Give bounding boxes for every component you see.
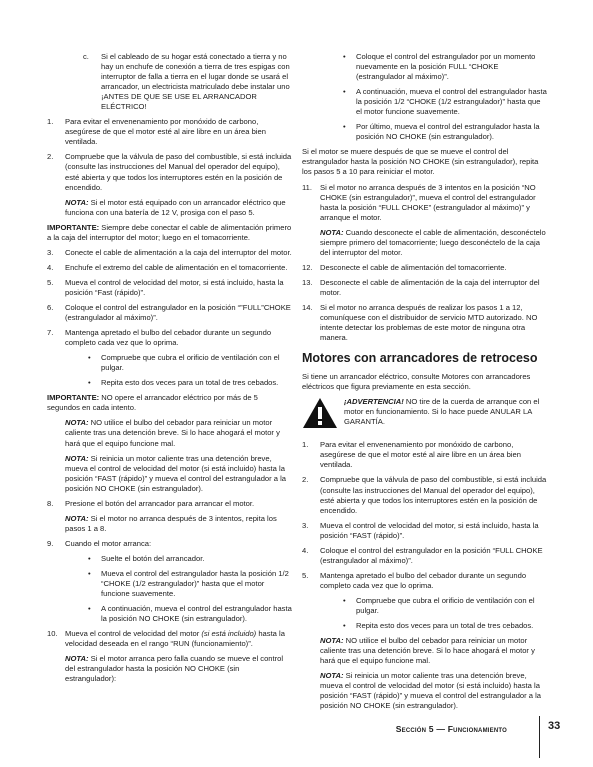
item-text: Cuando el motor arranca: <box>65 538 152 548</box>
bullet-text: Coloque el control del estrangulador por un momento nuevamente en la posición FULL “CHOKE (estrangulador al máximo)”. <box>356 52 536 82</box>
important-text: Siempre debe conectar el cable de alimentación primero a la caja del interruptor del motor; luego en el tomacorriente. <box>47 222 292 242</box>
list-item-9 <box>47 539 292 549</box>
note-label: NOTA: <box>65 197 89 207</box>
bullet-item <box>343 87 547 117</box>
bullet-item <box>88 604 292 624</box>
bullet-item <box>88 353 292 373</box>
bullet-icon: • <box>88 378 91 388</box>
note-label: NOTA: <box>320 671 344 681</box>
note-label: NOTA: <box>320 227 344 237</box>
item-text-italic: (si está incluido) <box>201 629 257 639</box>
note <box>65 654 292 684</box>
list-item-4 <box>47 263 292 273</box>
item-number: 2. <box>47 152 54 162</box>
list-item-r5 <box>302 571 547 591</box>
item-number: 14. <box>302 302 313 312</box>
list-item-10 <box>47 629 292 649</box>
item-number: c. <box>83 52 89 61</box>
item-text: Mueva el control de velocidad del motor, si está incluido, hasta la posición “Fast (rápido)”. <box>65 277 284 297</box>
bullet-text: A continuación, mueva el control del estrangulador hasta la posición NO CHOKE (sin estrangulador). <box>101 604 292 624</box>
bullet-item <box>88 568 292 599</box>
note-text: Si el motor no arranca después de 3 intentos, repita los pasos 1 a 8. <box>65 513 277 533</box>
footer-divider <box>539 716 540 758</box>
list-item-11 <box>302 183 547 223</box>
warning-text: NO tire de la cuerda de arranque con el motor en funcionamiento. Si lo hace puede ANULAR LA GARANTÍA. <box>344 397 540 427</box>
item-text: Coloque el control del estrangulador en la posición “”FULL”CHOKE (estrangulador al máximo)”. <box>65 302 291 323</box>
note <box>65 418 292 448</box>
list-item-8 <box>47 499 292 509</box>
item-number: 3. <box>47 247 54 257</box>
right-column <box>302 52 547 716</box>
warning-box <box>302 397 547 432</box>
warning-triangle-icon <box>302 397 344 432</box>
item-text: Compruebe que la válvula de paso del combustible, si está incluida (consulte las instrucciones del Manual del operador del equipo), esté abierta y que todos los interruptores estén en la posición de encendido. <box>65 152 292 192</box>
item-number: 2. <box>302 475 309 485</box>
list-item-12 <box>302 263 547 273</box>
list-item-5 <box>47 278 292 298</box>
paragraph: Si el motor se muere después de que se mueve el control del estrangulador hasta la posición NO CHOKE (sin estrangulador), repita los pasos 5 a 10 para reiniciar el motor. <box>302 147 539 177</box>
item-number: 9. <box>47 538 54 548</box>
item-text: Si el motor no arranca después de realizar los pasos 1 a 12, comuníquese con el distribuidor de servicio MTD autorizado. NO intente detectar los problemas de este motor de ninguna otra manera. <box>320 302 538 343</box>
note <box>65 514 292 534</box>
note-text: Si el motor arranca pero falla cuando se mueve el control del estrangulador hasta la posición NO CHOKE (sin estrangulador): <box>65 654 284 684</box>
item-text <box>65 629 292 649</box>
note <box>320 228 547 258</box>
note-text: NO utilice el bulbo del cebador para reiniciar un motor caliente tras una detención breve. Si lo hace ahogará el motor y hará que el equipo funcione mal. <box>65 418 280 448</box>
bullet-text: Repita esto dos veces para un total de tres cebados. <box>356 621 534 631</box>
bullet-text: Repita esto dos veces para un total de tres cebados. <box>101 378 279 388</box>
bullet-item <box>343 122 547 142</box>
item-number: 5. <box>47 277 54 287</box>
important-label: IMPORTANTE: <box>47 222 100 232</box>
bullet-icon: • <box>343 595 346 605</box>
bullet-text: Suelte el botón del arrancador. <box>101 553 205 563</box>
note-label: NOTA: <box>65 453 89 463</box>
list-item-2 <box>47 152 292 192</box>
item-text: Mantenga apretado el bulbo del cebador durante un segundo completo cada vez que lo oprima. <box>65 328 272 348</box>
left-column <box>47 52 292 689</box>
note-label: NOTA: <box>65 418 89 428</box>
list-item-r4 <box>302 546 547 566</box>
bullet-item <box>343 52 547 82</box>
item-text: Mueva el control de velocidad del motor, si está incluido, hasta la posición “FAST (rápido)”. <box>320 520 539 540</box>
item-text-part: hasta la velocidad deseada en el rango “RUN (funcionamiento)”. <box>65 629 285 649</box>
bullet-icon: • <box>88 604 91 614</box>
item-number: 3. <box>302 520 309 530</box>
item-number: 5. <box>302 570 309 580</box>
item-number: 10. <box>47 629 58 639</box>
important-notice <box>47 393 292 413</box>
bullet-text: A continuación, mueva el control del estrangulador hasta la posición 1/2 “CHOKE (1/2 estrangulador)” hasta que el motor funcione suavemente. <box>356 87 547 117</box>
item-number: 1. <box>47 117 54 127</box>
footer-section-title: Sección 5 — Funcionamiento <box>395 724 507 734</box>
note-text: Si el motor está equipado con un arrancador eléctrico que funciona con una batería de 12 V, prosiga con el paso 5. <box>65 197 286 217</box>
important-text: NO opere el arrancador eléctrico por más de 5 segundos en cada intento. <box>47 393 258 413</box>
bullet-icon: • <box>343 87 346 97</box>
item-number: 1. <box>302 440 309 450</box>
note-text: Si reinicia un motor caliente tras una detención breve, mueva el control de velocidad del motor (si está incluido) hasta la posición “FAST (rápido)” y mueva el control del estrangulador a la posición NO CHOKE (sin estrangulador). <box>65 453 287 493</box>
item-text: Conecte el cable de alimentación a la caja del interruptor del motor. <box>65 247 292 257</box>
bullet-icon: • <box>88 553 91 563</box>
section-heading: Motores con arrancadores de retroceso <box>302 351 538 366</box>
bullet-item <box>88 553 292 564</box>
bullet-text: Compruebe que cubra el orificio de ventilación con el pulgar. <box>101 353 280 373</box>
item-number: 7. <box>47 328 54 338</box>
item-number: 4. <box>47 262 54 272</box>
bullet-text: Compruebe que cubra el orificio de ventilación con el pulgar. <box>356 595 535 615</box>
warning-text-block <box>344 397 547 432</box>
bullet-icon: • <box>88 353 91 363</box>
item-text: Coloque el control del estrangulador en la posición “FULL CHOKE (estrangulador al máximo)”. <box>320 545 543 565</box>
bullet-icon: • <box>343 122 346 132</box>
note-label: NOTA: <box>65 654 89 664</box>
item-number: 8. <box>47 498 54 508</box>
item-text: Para evitar el envenenamiento por monóxido de carbono, asegúrese de que el motor esté al aire libre en un área bien ventilada. <box>65 117 266 147</box>
list-item-6 <box>47 303 292 323</box>
warning-label: ¡ADVERTENCIA! <box>344 397 404 407</box>
bullet-item <box>343 595 547 616</box>
item-number: 12. <box>302 262 313 272</box>
bullet-icon: • <box>343 621 346 631</box>
note-text: Si reinicia un motor caliente tras una detención breve, mueva el control de velocidad del motor (si está incluido) hasta la posición “FAST (rápido)” y mueva el control del estrangulador a la posición NO CHOKE (sin estrangulador). <box>320 671 542 711</box>
list-item-r2 <box>302 475 547 515</box>
note-text: NO utilice el bulbo del cebador para reiniciar un motor caliente tras una detención breve. Si lo hace ahogará el motor y hará que el equipo funcione mal. <box>320 636 535 666</box>
list-item-c <box>83 52 292 112</box>
list-item-14 <box>302 303 547 343</box>
item-text: Desconecte el cable de alimentación de la caja del interruptor del motor. <box>320 277 540 297</box>
note-text: Cuando desconecte el cable de alimentación, desconéctelo siempre primero del tomacorriente; luego desconéctelo de la caja del interruptor del motor. <box>320 227 546 257</box>
item-number: 6. <box>47 302 54 312</box>
item-number: 11. <box>302 182 312 192</box>
note <box>320 671 547 711</box>
note-label: NOTA: <box>320 636 344 646</box>
list-item-7 <box>47 328 292 348</box>
important-notice <box>47 223 292 243</box>
bullet-icon: • <box>343 52 346 61</box>
list-item-r1 <box>302 440 547 470</box>
item-text: Mantenga apretado el bulbo del cebador durante un segundo completo cada vez que lo oprima. <box>320 570 527 590</box>
item-text: Si el motor no arranca después de 3 intentos en la posición “NO CHOKE (sin estrangulador)”, mueva el control del estrangulador hasta la posición “FULL CHOKE” (estrangulador al máximo)” y arranque el motor. <box>320 182 536 222</box>
item-text: Compruebe que la válvula de paso del combustible, si está incluida (consulte las instrucciones del Manual del operador del equipo), esté abierta y que todos los interruptores estén en la posición de encendido. <box>320 475 547 515</box>
list-item-13 <box>302 278 547 298</box>
paragraph: Si tiene un arrancador eléctrico, consulte Motores con arrancadores eléctricos que figura previamente en esta sección. <box>302 372 531 392</box>
item-text-part: Mueva el control de velocidad del motor <box>65 629 202 639</box>
list-item-r3 <box>302 521 547 541</box>
note <box>320 636 547 666</box>
bullet-item <box>88 378 292 388</box>
page-number: 33 <box>548 720 561 732</box>
list-item-3 <box>47 248 292 258</box>
note <box>65 198 292 218</box>
item-text: Presione el botón del arrancador para arrancar el motor. <box>65 498 255 508</box>
item-number: 4. <box>302 545 309 555</box>
bullet-icon: • <box>88 568 91 578</box>
item-text: Enchufe el extremo del cable de alimentación en el tomacorriente. <box>65 262 288 272</box>
item-text: Si el cableado de su hogar está conectado a tierra y no hay un enchufe de conexión a tierra de tres espigas con interruptor de falla a tierra en el lugar donde se usará el arrancador, un electricista matriculado debe instalar uno ¡ANTES DE QUE SE USE EL ARRANCADOR ELÉCTRICO! <box>101 52 290 112</box>
important-label: IMPORTANTE: <box>47 393 100 403</box>
note-label: NOTA: <box>65 513 89 523</box>
bullet-text: Mueva el control del estrangulador hasta la posición 1/2 “CHOKE (1/2 estrangulador)” hasta que el motor funcione suavemente. <box>101 568 289 599</box>
bullet-item <box>343 621 547 631</box>
item-text: Para evitar el envenenamiento por monóxido de carbono, asegúrese de que el motor esté al aire libre en un área bien ventilada. <box>320 440 521 470</box>
note <box>65 454 292 494</box>
bullet-text: Por último, mueva el control del estrangulador hasta la posición NO CHOKE (sin estrangulador). <box>356 122 540 142</box>
item-text: Desconecte el cable de alimentación del tomacorriente. <box>320 262 507 272</box>
list-item-1 <box>47 117 292 147</box>
item-number: 13. <box>302 277 313 287</box>
